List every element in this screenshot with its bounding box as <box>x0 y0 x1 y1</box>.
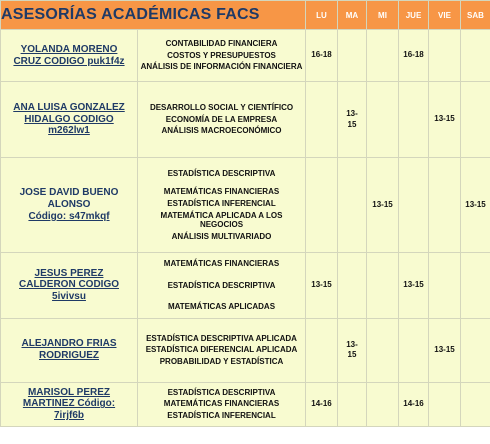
subject-item: COSTOS Y PRESUPUESTOS <box>167 50 276 60</box>
tutor-code-line: m262lw1 <box>48 125 90 137</box>
slot-jue: 13-15 <box>399 253 429 319</box>
tutor-name-line: RODRIGUEZ <box>39 350 99 362</box>
slot-mi <box>367 82 399 158</box>
subject-item: ESTADÍSTICA DESCRIPTIVA <box>167 168 276 178</box>
slot-ma <box>338 30 367 82</box>
subjects-cell <box>138 158 306 253</box>
subject-item: CONTABILIDAD FINANCIERA <box>165 39 278 49</box>
slot-sab: 13-15 <box>461 158 490 253</box>
slot-vie: 13-15 <box>429 82 461 158</box>
slot-ma <box>338 82 367 158</box>
slot-ma-line: 15 <box>347 350 357 360</box>
tutor-code-line: Código: s47mkqf <box>28 210 110 222</box>
tutor-name-line: MARISOL PEREZ <box>27 386 111 398</box>
slot-vie: 13-15 <box>429 318 461 382</box>
table-row <box>1 158 490 253</box>
slot-ma-line: 13- <box>346 109 358 119</box>
slot-ma <box>338 382 367 426</box>
subjects-cell <box>138 30 306 82</box>
slot-jue: 16-18 <box>399 30 429 82</box>
subject-item: ECONOMÍA DE LA EMPRESA <box>165 114 278 124</box>
slot-mi <box>367 253 399 319</box>
slot-sab <box>461 30 490 82</box>
table-row <box>1 318 490 382</box>
tutor-name-line: MARTINEZ Código: <box>22 398 116 410</box>
subject-item: ESTADÍSTICA INFERENCIAL <box>167 198 276 208</box>
table-row <box>1 253 490 319</box>
slot-lu: 16-18 <box>306 30 338 82</box>
slot-lu: 13-15 <box>306 253 338 319</box>
slot-mi <box>367 30 399 82</box>
subject-item: ANÁLISIS MACROECONÓMICO <box>161 126 282 136</box>
tutor-name-line: CALDERON CODIGO <box>19 279 119 291</box>
slot-vie <box>429 158 461 253</box>
subject-item: ESTADÍSTICA DIFERENCIAL APLICADA <box>145 345 298 355</box>
slot-sab <box>461 382 490 426</box>
tutor-name-line: ALONSO <box>47 199 91 211</box>
subjects-cell <box>138 318 306 382</box>
tutor-name-line: JESUS PEREZ <box>34 267 104 279</box>
slot-sab <box>461 253 490 319</box>
tutor-cell <box>1 82 138 158</box>
tutor-name-line: YOLANDA MORENO <box>20 43 118 55</box>
subject-item: MATEMÁTICA APLICADA A LOS NEGOCIOS <box>160 210 283 230</box>
table-row <box>1 82 490 158</box>
slot-sab <box>461 318 490 382</box>
tutor-code-line: 7irjf6b <box>53 410 84 422</box>
subject-item: MATEMÁTICAS FINANCIERAS <box>163 187 280 197</box>
tutor-cell <box>1 30 138 82</box>
tutor-name-line: HIDALGO CODIGO <box>24 113 114 125</box>
subjects-cell <box>138 82 306 158</box>
slot-lu <box>306 158 338 253</box>
day-header-lu: LU <box>306 1 338 30</box>
slot-ma <box>338 158 367 253</box>
subject-item: MATEMÁTICAS FINANCIERAS <box>163 399 280 409</box>
slot-jue <box>399 318 429 382</box>
slot-vie <box>429 382 461 426</box>
tutor-name-line: ALEJANDRO FRIAS <box>21 338 117 350</box>
tutor-cell <box>1 382 138 426</box>
slot-jue <box>399 82 429 158</box>
slot-ma-line: 13- <box>346 339 358 349</box>
table-row <box>1 30 490 82</box>
subjects-cell <box>138 382 306 426</box>
subject-item: MATEMÁTICAS FINANCIERAS <box>163 259 280 268</box>
subject-item: ESTADÍSTICA INFERENCIAL <box>167 411 276 421</box>
slot-mi <box>367 382 399 426</box>
slot-mi: 13-15 <box>367 158 399 253</box>
day-header-mi: MI <box>367 1 399 30</box>
subject-item: ESTADÍSTICA DESCRIPTIVA <box>167 280 276 290</box>
day-header-vie: VIE <box>429 1 461 30</box>
subject-item: ESTADÍSTICA DESCRIPTIVA APLICADA <box>146 333 297 343</box>
tutor-code-line: CRUZ CODIGO puk1f4z <box>13 55 125 67</box>
tutor-code-line: 5ivivsu <box>52 291 86 303</box>
tutor-name-line: JOSE DAVID BUENO <box>19 187 119 199</box>
page-title: ASESORÍAS ACADÉMICAS FACS <box>1 1 306 30</box>
slot-lu <box>306 82 338 158</box>
subject-item: ANÁLISIS DE INFORMACIÓN FINANCIERA <box>140 62 303 72</box>
subject-item: ESTADÍSTICA DESCRIPTIVA <box>167 387 276 397</box>
slot-lu: 14-16 <box>306 382 338 426</box>
slot-sab <box>461 82 490 158</box>
day-header-sab: SAB <box>461 1 490 30</box>
tutor-cell <box>1 158 138 253</box>
tutor-cell <box>1 318 138 382</box>
slot-lu <box>306 318 338 382</box>
slot-ma <box>338 318 367 382</box>
slot-jue <box>399 158 429 253</box>
subject-item: DESARROLLO SOCIAL Y CIENTÍFICO <box>149 103 294 113</box>
header-row <box>1 1 490 30</box>
subject-item: MATEMÁTICAS APLICADAS <box>167 302 276 312</box>
day-header-jue: JUE <box>399 1 429 30</box>
slot-mi <box>367 318 399 382</box>
tutor-cell <box>1 253 138 319</box>
day-header-ma: MA <box>338 1 367 30</box>
slot-vie <box>429 30 461 82</box>
table-row <box>1 382 490 426</box>
subjects-cell <box>138 253 306 319</box>
slot-ma <box>338 253 367 319</box>
slot-jue: 14-16 <box>399 382 429 426</box>
tutor-name-line: ANA LUISA GONZALEZ <box>13 101 125 113</box>
subject-item: ANÁLISIS MULTIVARIADO <box>171 231 272 241</box>
slot-vie <box>429 253 461 319</box>
subject-item: PROBABILIDAD Y ESTADÍSTICA <box>159 357 284 367</box>
slot-ma-line: 15 <box>347 119 357 129</box>
